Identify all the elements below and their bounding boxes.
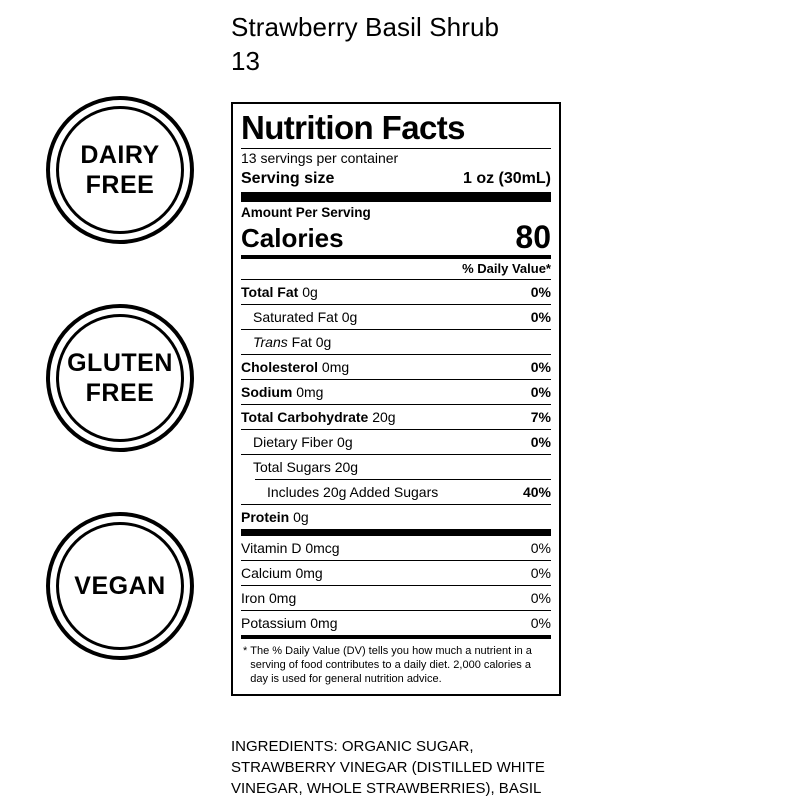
row-label: Sodium xyxy=(241,384,293,400)
calories-value: 80 xyxy=(515,219,551,255)
serving-size-row xyxy=(241,169,551,192)
row-label: Cholesterol xyxy=(241,359,319,375)
row-amount: 0mg xyxy=(296,384,324,400)
table-row xyxy=(241,355,551,379)
nutrition-facts-panel xyxy=(231,102,561,696)
badge-gluten-free xyxy=(46,304,194,452)
row-dv: 7% xyxy=(530,409,551,425)
calories-row xyxy=(241,221,551,255)
daily-value-footnote xyxy=(241,639,551,688)
badge-dairy-free xyxy=(46,96,194,244)
product-title-line2: 13 xyxy=(231,46,261,76)
serving-size-value: 1 oz (30mL) xyxy=(462,170,551,187)
row-amount: 0g xyxy=(337,434,353,450)
row-label: Calcium xyxy=(241,565,292,581)
row-dv: 0% xyxy=(530,434,551,450)
row-label: Includes 20g Added Sugars xyxy=(267,484,439,500)
row-dv: 0% xyxy=(530,384,551,400)
row-dv: 0% xyxy=(530,565,551,581)
table-row xyxy=(241,611,551,635)
row-label: Saturated Fat xyxy=(253,309,338,325)
row-amount: 0mg xyxy=(310,615,338,631)
row-amount: 0mg xyxy=(269,590,297,606)
nutrition-facts-title: Nutrition Facts xyxy=(241,109,465,146)
row-amount: 0g xyxy=(293,509,309,525)
row-label: Potassium xyxy=(241,615,307,631)
badge-gluten-free-line1: GLUTEN xyxy=(67,349,173,377)
row-amount: 0mg xyxy=(295,565,323,581)
table-row xyxy=(241,280,551,304)
row-dv: 0% xyxy=(530,309,551,325)
row-label: Dietary Fiber xyxy=(253,434,334,450)
calories-label: Calories xyxy=(241,223,344,253)
servings-per-container: 13 servings per container xyxy=(241,150,399,166)
row-label: Vitamin D xyxy=(241,540,302,556)
row-amount: 20g xyxy=(372,409,396,425)
badge-vegan-line1: VEGAN xyxy=(74,572,166,600)
row-dv: 0% xyxy=(530,284,551,300)
badge-vegan xyxy=(46,512,194,660)
badge-dairy-free-line1: DAIRY xyxy=(80,141,160,169)
footnote-star: * xyxy=(243,645,248,657)
row-dv: 0% xyxy=(530,540,551,556)
row-label: Trans xyxy=(253,334,288,350)
row-amount: Fat 0g xyxy=(287,334,332,350)
badge-gluten-free-line2: FREE xyxy=(85,379,155,407)
table-row xyxy=(241,505,551,529)
amount-per-serving-label: Amount Per Serving xyxy=(241,205,371,220)
table-row xyxy=(241,330,551,354)
table-row xyxy=(241,405,551,429)
row-amount: 0g xyxy=(302,284,318,300)
row-dv: 40% xyxy=(522,484,551,500)
row-dv: 0% xyxy=(530,615,551,631)
table-row xyxy=(241,586,551,610)
row-dv: 0% xyxy=(530,359,551,375)
badge-dairy-free-inner xyxy=(56,106,184,234)
row-dv: 0% xyxy=(530,590,551,606)
table-row xyxy=(241,455,551,479)
serving-size-label: Serving size xyxy=(241,170,335,187)
ingredients-text: INGREDIENTS: ORGANIC SUGAR, STRAWBERRY VINEGAR (DISTILLED WHITE VINEGAR, WHOLE STRAWBERRIES), BASIL xyxy=(231,738,545,797)
row-label: Iron xyxy=(241,590,266,606)
row-label: Total Sugars xyxy=(253,459,331,475)
row-amount: 0g xyxy=(341,309,358,325)
footnote-text: The % Daily Value (DV) tells you how much a nutrient in a serving of food contributes to a daily diet. 2,000 calories a day is used for general nutrition advice. xyxy=(250,645,532,685)
badge-gluten-free-inner xyxy=(56,314,184,442)
row-amount: 20g xyxy=(334,459,359,475)
daily-value-header: % Daily Value* xyxy=(462,261,551,276)
certification-badges xyxy=(46,96,212,720)
row-amount: 0mg xyxy=(321,359,350,375)
product-title-line1: Strawberry Basil Shrub xyxy=(231,12,500,42)
table-row xyxy=(241,561,551,585)
table-row xyxy=(241,480,551,504)
table-row xyxy=(241,380,551,404)
table-row xyxy=(241,536,551,560)
badge-vegan-inner xyxy=(56,522,184,650)
table-row xyxy=(241,430,551,454)
table-row xyxy=(241,305,551,329)
row-label: Total Carbohydrate xyxy=(241,409,369,425)
row-label: Total Fat xyxy=(241,284,299,300)
row-amount: 0mcg xyxy=(305,540,340,556)
badge-dairy-free-line2: FREE xyxy=(85,171,155,199)
row-label: Protein xyxy=(241,509,290,525)
page-title xyxy=(231,10,651,78)
